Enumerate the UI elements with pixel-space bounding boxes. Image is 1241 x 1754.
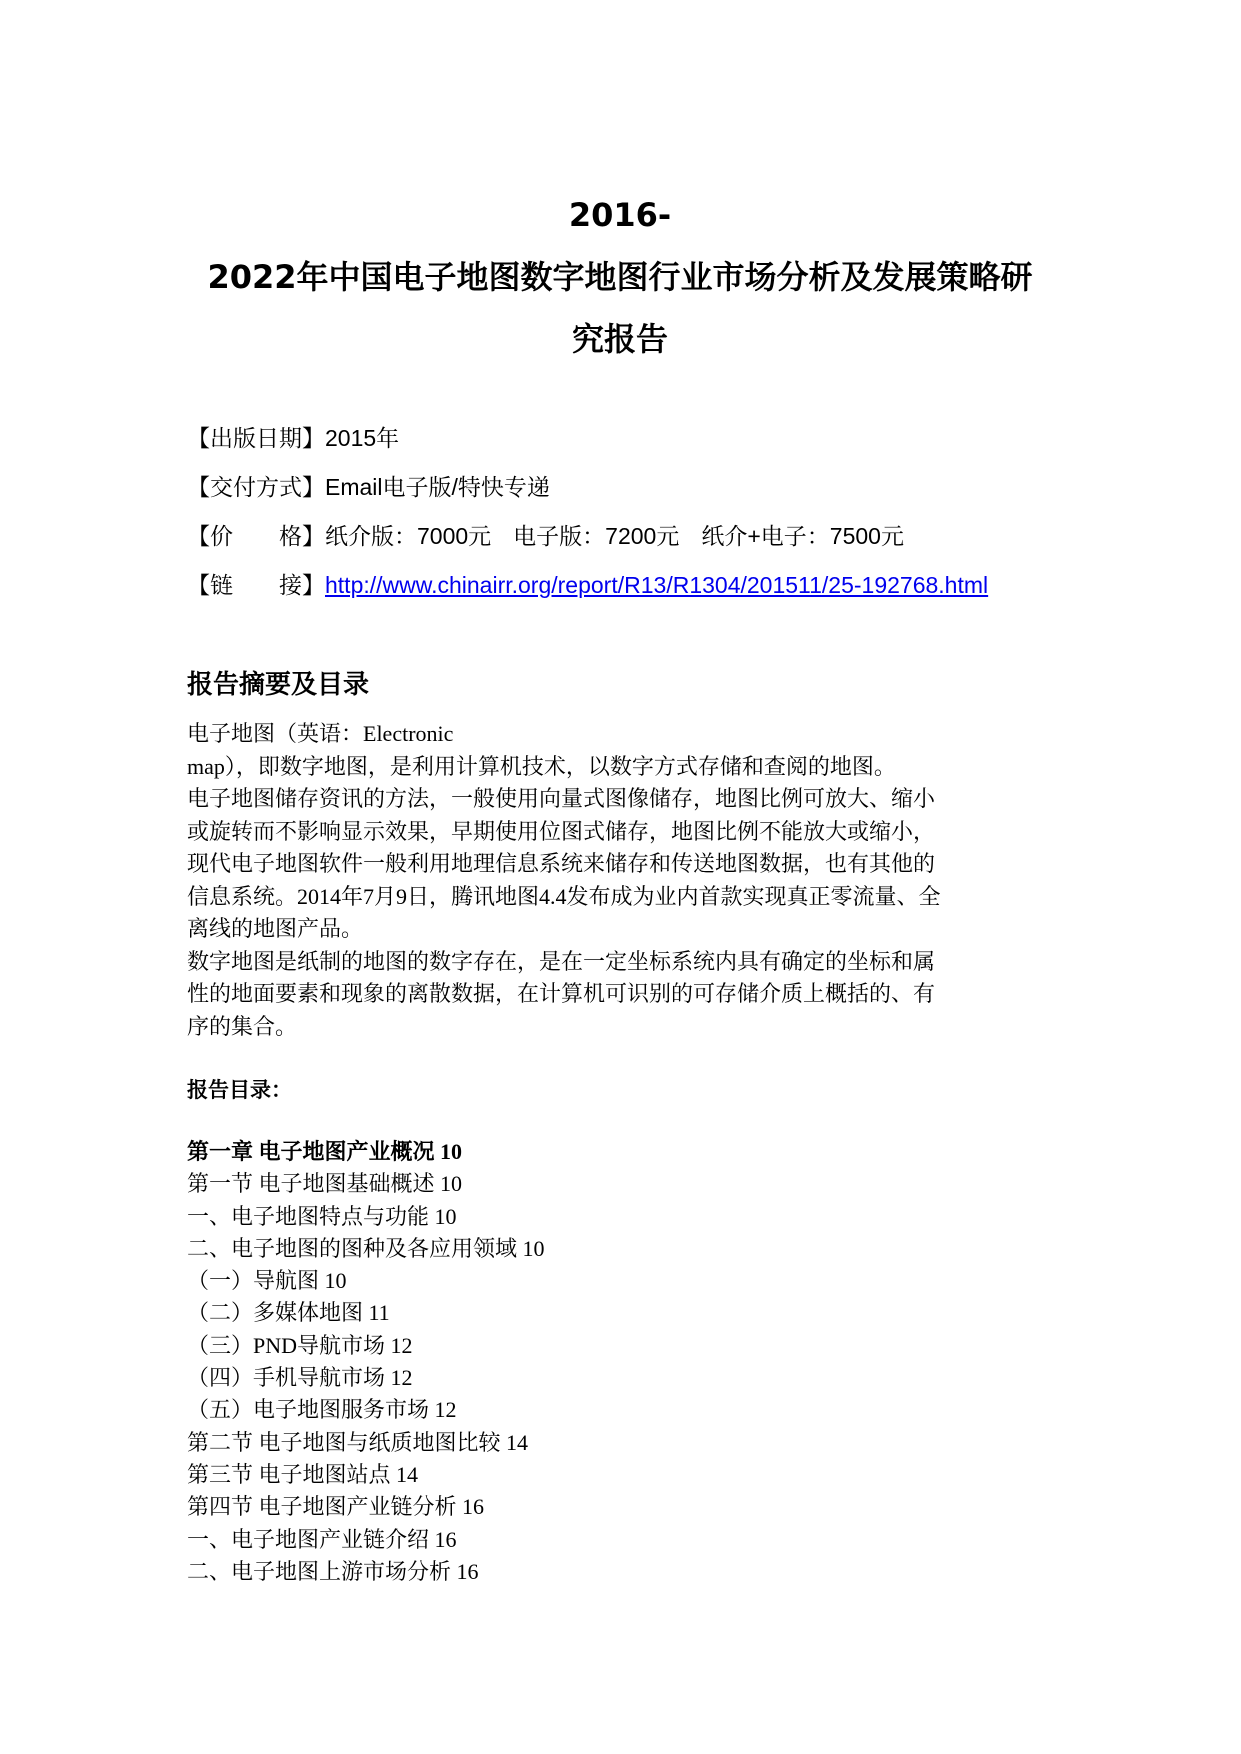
- toc-heading: 报告目录：: [187, 1077, 292, 1102]
- link-row: [187, 561, 988, 610]
- report-title: [150, 190, 1090, 376]
- delivery-row: [187, 463, 988, 512]
- table-of-contents: [187, 1136, 545, 1588]
- summary-line: 或旋转而不影响显示效果，早期使用位图式储存，地图比例不能放大或缩小，: [187, 818, 936, 844]
- summary-body: [187, 718, 1047, 1043]
- toc-item: （四）手机导航市场 12: [187, 1365, 413, 1391]
- title-line: 究报告: [571, 320, 668, 358]
- delivery-value: Email电子版/特快专递: [325, 474, 550, 500]
- toc-item: 二、电子地图的图种及各应用领域 10: [187, 1235, 545, 1261]
- report-meta: [187, 414, 988, 610]
- price-electronic: 电子版：7200元: [513, 523, 680, 549]
- toc-item: 第四节 电子地图产业链分析 16: [187, 1494, 485, 1520]
- toc-item: 二、电子地图上游市场分析 16: [187, 1558, 479, 1584]
- summary-line: 信息系统。2014年7月9日，腾讯地图4.4发布成为业内首款实现真正零流量、全: [187, 883, 941, 909]
- toc-item: 第一章 电子地图产业概况 10: [187, 1139, 463, 1164]
- link-label: 【链 接】: [187, 572, 325, 598]
- publish-date-value: 2015年: [325, 425, 400, 451]
- publish-date-label: 【出版日期】: [187, 425, 325, 451]
- toc-item: （五）电子地图服务市场 12: [187, 1397, 457, 1423]
- summary-line: 现代电子地图软件一般利用地理信息系统来储存和传送地图数据，也有其他的: [187, 851, 936, 876]
- toc-item: 一、电子地图产业链介绍 16: [187, 1526, 457, 1552]
- toc-item: 一、电子地图特点与功能 10: [187, 1203, 457, 1229]
- title-line: 2016-: [568, 196, 672, 234]
- summary-line: 性的地面要素和现象的离散数据，在计算机可识别的可存储介质上概括的、有: [187, 981, 936, 1006]
- delivery-label: 【交付方式】: [187, 474, 325, 500]
- report-link[interactable]: http://www.chinairr.org/report/R13/R1304/201511/25-192768.html: [325, 572, 989, 598]
- summary-heading: 报告摘要及目录: [187, 670, 370, 700]
- summary-line: map），即数字地图，是利用计算机技术，以数字方式存储和查阅的地图。: [187, 753, 896, 779]
- summary-line: 电子地图（英语：Electronic: [187, 721, 454, 746]
- summary-line: 离线的地图产品。: [187, 916, 364, 941]
- summary-line: 数字地图是纸制的地图的数字存在，是在一定坐标系统内具有确定的坐标和属: [187, 948, 936, 974]
- price-combo: 纸介+电子：7500元: [701, 523, 904, 549]
- publish-date-row: [187, 414, 988, 463]
- toc-item: 第三节 电子地图站点 14: [187, 1461, 419, 1487]
- toc-item: （二）多媒体地图 11: [187, 1300, 390, 1326]
- toc-item: （三）PND导航市场 12: [187, 1332, 413, 1358]
- price-paper: 纸介版：7000元: [325, 523, 492, 549]
- toc-item: 第二节 电子地图与纸质地图比较 14: [187, 1429, 529, 1455]
- toc-item: （一）导航图 10: [187, 1268, 347, 1294]
- price-row: [187, 512, 988, 561]
- toc-item: 第一节 电子地图基础概述 10: [187, 1171, 463, 1197]
- summary-line: 序的集合。: [187, 1013, 298, 1039]
- price-label: 【价 格】: [187, 523, 325, 549]
- summary-line: 电子地图储存资讯的方法，一般使用向量式图像储存，地图比例可放大、缩小: [187, 786, 936, 811]
- title-line: 2022年中国电子地图数字地图行业市场分析及发展策略研: [207, 258, 1033, 296]
